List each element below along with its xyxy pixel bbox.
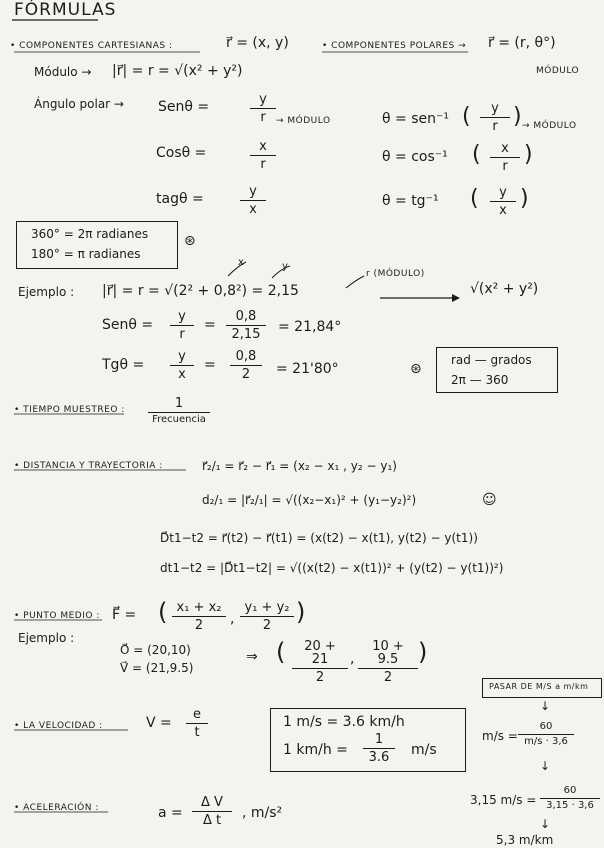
velocity-result: 5,3 m/km [496, 833, 554, 847]
example-tg-num: y [170, 350, 194, 366]
tag-num: y [240, 185, 266, 201]
ms2-lhs: 3,15 m/s = [470, 793, 537, 807]
paren-right: ) [418, 638, 428, 666]
example-sen-lhs: Senθ = [102, 317, 154, 333]
distance-eq-4: dt1−t2 = |D⃗t1−t2| = √((x(t2) − x(t1))² + (y(t2) − y(t1))²) [160, 561, 504, 575]
ms2-num: 60 [540, 786, 600, 799]
ms-lhs: m/s = [482, 729, 518, 743]
distance-eq-2: d₂/₁ = |r⃗₂/₁| = √((x₂−x₁)² + (y₁−y₂)²) [202, 493, 417, 507]
example-x-label: x [238, 257, 245, 268]
midpoint-example-label: Ejemplo : [18, 631, 75, 645]
conversion-line-1: 360° = 2π radianes [31, 227, 149, 241]
midpoint-example-den-1: 2 [315, 670, 325, 685]
sen-inverse-num: y [480, 102, 510, 118]
distance-eq-3: D⃗t1−t2 = r⃗(t2) − r⃗(t1) = (x(t2) − x(t1), y(t2) − y(t1)) [160, 531, 478, 545]
example-tg-den-2: 2 [241, 367, 251, 382]
equals-sign: = [204, 317, 216, 333]
midpoint-example-num-2: 10 + 9.5 [358, 640, 418, 669]
paren-left: ( [462, 104, 471, 129]
conversion-line-2: 180° = π radianes [31, 247, 141, 261]
sen-inverse-note: → MÓDULO [522, 121, 577, 131]
paren-right: ) [520, 186, 529, 211]
modulo-equation: |r⃗| = r = √(x² + y²) [112, 63, 243, 79]
sen-den: r [260, 110, 266, 125]
example-sen-num: y [170, 310, 194, 326]
example-tg-den: x [178, 367, 186, 382]
cartesian-vector: r⃗ = (x, y) [226, 35, 289, 51]
midpoint-den-x: 2 [194, 618, 204, 633]
sen-note: → MÓDULO [276, 116, 331, 126]
page-title: FÓRMULAS [14, 0, 117, 20]
smiley-icon: ☺ [482, 492, 497, 508]
rad-row-1: rad — grados [451, 353, 532, 367]
down-arrow-icon: ↓ [540, 817, 551, 831]
ms2-den: 3,15 · 3,6 [546, 800, 594, 811]
example-label: Ejemplo : [18, 285, 75, 299]
sen-inverse: θ = sen⁻¹ [382, 111, 449, 127]
example-sen-num-2: 0,8 [226, 310, 266, 326]
midpoint-lhs: F⃗ = [112, 607, 137, 623]
example-sen-den: r [179, 327, 185, 342]
acceleration-den: Δ t [202, 813, 222, 828]
tag-lhs: tagθ = [156, 191, 204, 207]
midpoint-arrow: ⇒ [246, 649, 258, 665]
velocity-lhs: V = [146, 715, 172, 731]
ms-num: 60 [518, 722, 574, 735]
midpoint-num-x: x₁ + x₂ [172, 601, 226, 617]
midpoint-num-y: y₁ + y₂ [240, 601, 294, 617]
down-arrow-icon: ↓ [540, 699, 551, 713]
sample-time-num: 1 [148, 397, 210, 413]
tag-inverse: θ = tg⁻¹ [382, 193, 439, 209]
paren-left: ( [158, 598, 168, 626]
example-tg-lhs: Tgθ = [102, 357, 145, 373]
example-mark: ⊛ [410, 361, 422, 377]
acceleration-label: • ACELERACIÓN : [14, 803, 99, 813]
rad-row-2: 2π — 360 [451, 373, 509, 387]
sen-num: y [250, 93, 276, 109]
velocity-den: t [194, 725, 200, 740]
comma: , [350, 651, 355, 667]
tag-den: x [249, 202, 257, 217]
equals-sign: = [204, 357, 216, 373]
midpoint-label: • PUNTO MEDIO : [14, 611, 100, 621]
acceleration-lhs: a = [158, 805, 183, 821]
midpoint-den-y: 2 [262, 618, 272, 633]
distance-eq-1: r⃗₂/₁ = r⃗₂ − r⃗₁ = (x₂ − x₁ , y₂ − y₁) [202, 459, 397, 473]
cos-inverse-num: x [490, 142, 520, 158]
midpoint-o-vector: O⃗ = (20,10) [120, 643, 191, 657]
cos-num: x [250, 140, 276, 156]
distance-label: • DISTANCIA Y TRAYECTORIA : [14, 461, 163, 471]
sample-time-den: Frecuencia [152, 414, 206, 425]
example-sen-result: = 21,84° [278, 319, 342, 335]
paren-right: ) [524, 142, 533, 167]
paren-right: ) [296, 598, 306, 626]
cos-inverse-den: r [502, 159, 508, 174]
example-modulo-eq: |r⃗| = r = √(2² + 0,8²) = 2,15 [102, 283, 299, 299]
velocity-box-num: 1 [363, 733, 395, 749]
sen-lhs: Senθ = [158, 99, 210, 115]
polar-label: • COMPONENTES POLARES → [322, 41, 467, 51]
example-r-note: r (MÓDULO) [366, 269, 425, 279]
velocity-box-den: 3.6 [368, 750, 390, 765]
midpoint-v-vector: V⃗ = (21,9.5) [120, 661, 194, 675]
paren-left: ( [276, 638, 286, 666]
paren-left: ( [472, 142, 481, 167]
acceleration-num: Δ V [192, 796, 232, 812]
velocity-label: • LA VELOCIDAD : [14, 721, 103, 731]
example-tg-num-2: 0,8 [230, 350, 262, 366]
velocity-num: e [186, 708, 208, 724]
angle-label: Ángulo polar → [34, 97, 124, 111]
example-y-label: y [282, 261, 289, 272]
down-arrow-icon: ↓ [540, 759, 551, 773]
conversion-mark: ⊛ [184, 233, 196, 249]
velocity-box-line-1: 1 m/s = 3.6 km/h [283, 714, 405, 730]
example-sen-den-2: 2,15 [231, 327, 261, 342]
paren-left: ( [470, 186, 479, 211]
cos-den: r [260, 157, 266, 172]
paren-right: ) [513, 104, 522, 129]
velocity-box-unit: m/s [411, 742, 437, 758]
midpoint-example-den-2: 2 [383, 670, 393, 685]
velocity-box-line-2-lhs: 1 km/h = [283, 742, 348, 758]
pasar-text: PASAR DE M/S a m/km [489, 682, 589, 691]
sen-inverse-den: r [492, 119, 498, 134]
cartesian-label: • COMPONENTES CARTESIANAS : [10, 41, 173, 51]
ms-den: m/s · 3,6 [524, 736, 568, 747]
tag-inverse-den: x [499, 203, 507, 218]
sample-time-label: • TIEMPO MUESTREO : [14, 405, 125, 415]
midpoint-example-num-1: 20 + 21 [292, 640, 348, 669]
example-sqrt-rhs: √(x² + y²) [470, 281, 539, 297]
modulo-label: Módulo → [34, 65, 92, 79]
comma: , [230, 611, 235, 627]
polar-modulo-note: MÓDULO [536, 66, 580, 76]
example-tg-result: = 21'80° [276, 361, 339, 377]
acceleration-unit: , m/s² [242, 805, 283, 821]
polar-vector: r⃗ = (r, θ°) [488, 35, 556, 51]
cos-inverse: θ = cos⁻¹ [382, 149, 448, 165]
cos-lhs: Cosθ = [156, 145, 207, 161]
tag-inverse-num: y [490, 186, 516, 202]
